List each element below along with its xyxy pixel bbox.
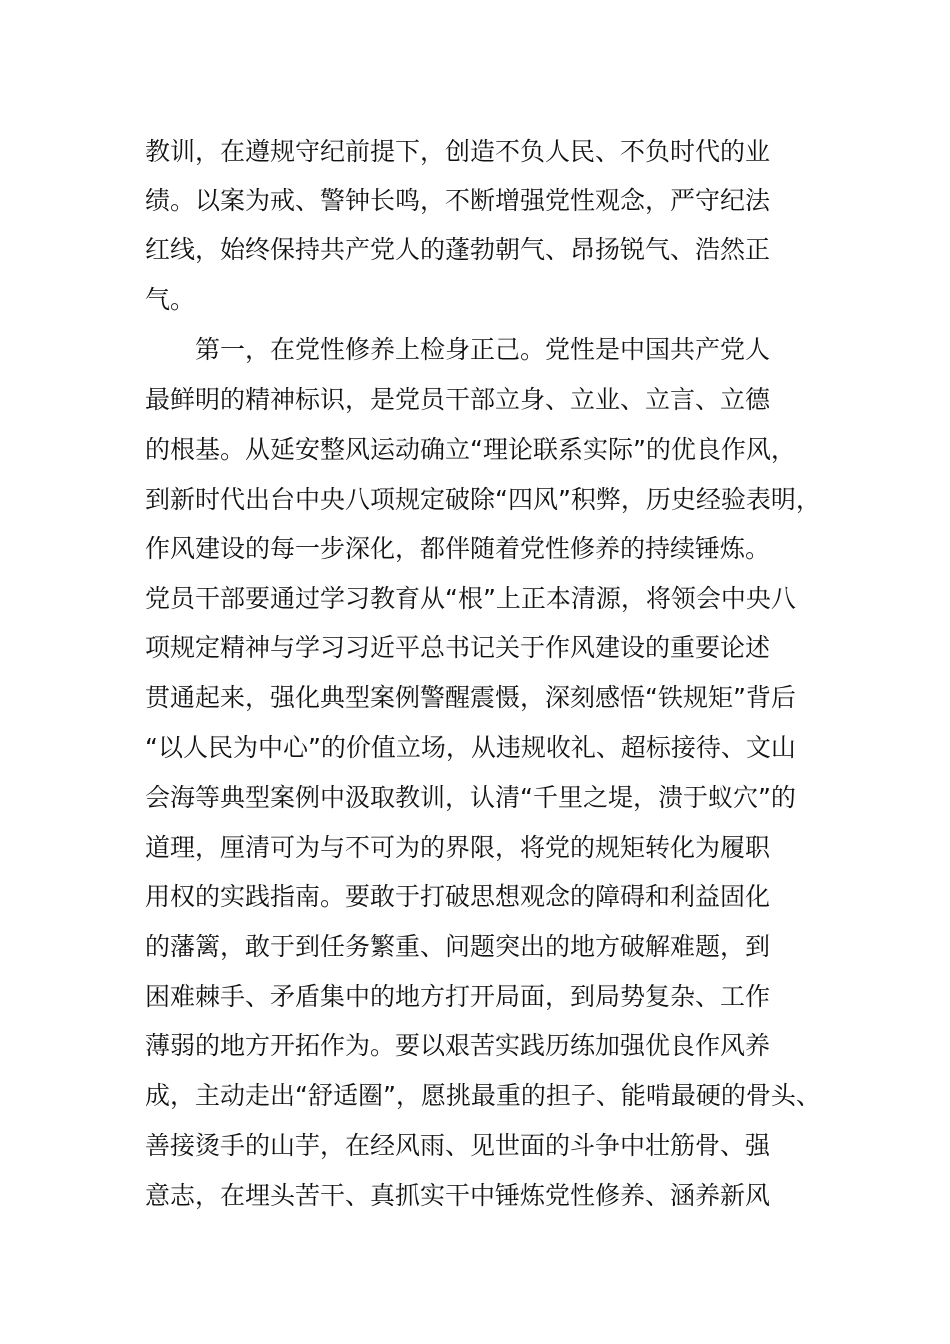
- text-line: 善接烫手的山芋，在经风雨、见世面的斗争中壮筋骨、强: [145, 1131, 771, 1160]
- text-line: 困难棘手、矛盾集中的地方打开局面，到局势复杂、工作: [145, 982, 771, 1011]
- text-line: 成，主动走出“舒适圈”，愿挑最重的担子、能啃最硬的骨头、: [145, 1081, 821, 1110]
- text-line: 气。: [145, 285, 196, 314]
- text-line: 贯通起来，强化典型案例警醒震慑，深刻感悟“铁规矩”背后: [145, 683, 796, 712]
- text-line: 最鲜明的精神标识，是党员干部立身、立业、立言、立德: [145, 385, 771, 414]
- text-line: 到新时代出台中央八项规定破除“四风”积弊，历史经验表明，: [145, 485, 821, 514]
- paragraph-first-line: 第一，在党性修养上检身正己。党性是中国共产党人: [195, 335, 771, 364]
- text-line: 绩。以案为戒、警钟长鸣，不断增强党性观念，严守纪法: [145, 186, 771, 215]
- text-line: “以人民为中心”的价值立场，从违规收礼、超标接待、文山: [145, 733, 796, 762]
- text-line: 党员干部要通过学习教育从“根”上正本清源，将领会中央八: [145, 584, 796, 613]
- text-line: 会海等典型案例中汲取教训，认清“千里之堤，溃于蚁穴”的: [145, 783, 796, 812]
- text-line: 用权的实践指南。要敢于打破思想观念的障碍和利益固化: [145, 882, 771, 911]
- text-line: 的根基。从延安整风运动确立“理论联系实际”的优良作风，: [145, 435, 796, 464]
- text-line: 作风建设的每一步深化，都伴随着党性修养的持续锤炼。: [145, 534, 771, 563]
- text-line: 教训，在遵规守纪前提下，创造不负人民、不负时代的业: [145, 137, 771, 166]
- text-line: 薄弱的地方开拓作为。要以艰苦实践历练加强优良作风养: [145, 1031, 771, 1060]
- text-line: 道理，厘清可为与不可为的界限，将党的规矩转化为履职: [145, 833, 771, 862]
- text-line: 项规定精神与学习习近平总书记关于作风建设的重要论述: [145, 633, 771, 662]
- text-line: 意志，在埋头苦干、真抓实干中锤炼党性修养、涵养新风: [145, 1181, 771, 1210]
- text-line: 的藩篱，敢于到任务繁重、问题突出的地方破解难题，到: [145, 932, 771, 961]
- text-line: 红线，始终保持共产党人的蓬勃朝气、昂扬锐气、浩然正: [145, 235, 771, 264]
